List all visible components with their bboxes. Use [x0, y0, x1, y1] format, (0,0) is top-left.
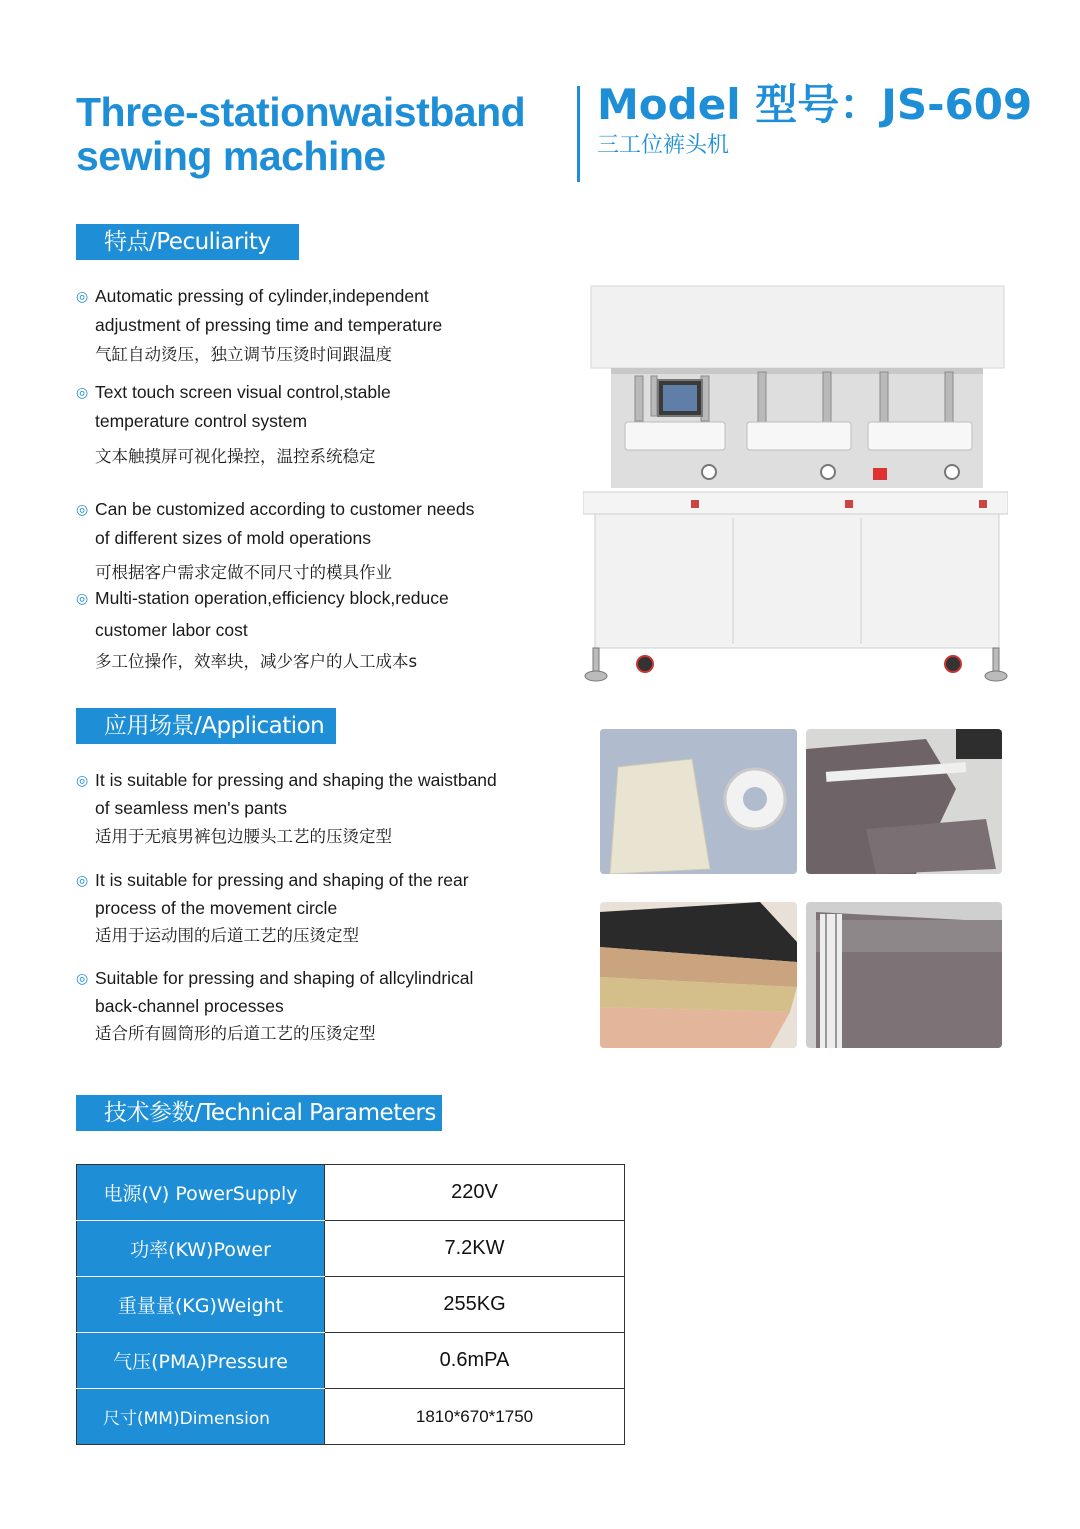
param-value: 0.6mPA: [325, 1333, 625, 1389]
peculiarity-item: [76, 495, 566, 587]
peculiarity-item-cn: 多工位操作，效率块，减少客户的人工成本s: [95, 652, 418, 671]
model-chinese-name: 三工位裤头机: [597, 133, 730, 158]
peculiarity-item-en-line2: adjustment of pressing time and temperature: [95, 315, 443, 335]
bullet-icon: ◎: [76, 384, 89, 400]
peculiarity-item: [76, 378, 566, 471]
product-title-line2: sewing machine: [76, 133, 386, 179]
application-item-cn: 适用于运动围的后道工艺的压烫定型: [95, 926, 359, 945]
model-number: Model 型号：JS-609: [597, 80, 1033, 129]
application-item-en-line2: process of the movement circle: [95, 898, 338, 918]
bullet-icon: ◎: [76, 872, 89, 888]
bullet-icon: ◎: [76, 288, 89, 304]
table-row: [77, 1221, 625, 1277]
bullet-icon: ◎: [76, 772, 89, 788]
application-item-en-line2: back-channel processes: [95, 996, 284, 1016]
technical-heading: 技术参数/Technical Parameters: [76, 1095, 442, 1131]
application-photo-fabric-samples: [600, 902, 797, 1048]
table-row: [77, 1333, 625, 1389]
application-photo-boxer-waistband: [806, 902, 1002, 1048]
peculiarity-item-en-line2: temperature control system: [95, 411, 308, 431]
application-item-cn: 适合所有圆筒形的后道工艺的压烫定型: [95, 1024, 376, 1043]
peculiarity-item-en-line2: customer labor cost: [95, 620, 248, 640]
bullet-icon: ◎: [76, 970, 89, 986]
peculiarity-item: [76, 584, 566, 676]
application-photo-seamless-pants: [600, 729, 797, 874]
table-row: [77, 1165, 625, 1221]
application-item-en-line1: It is suitable for pressing and shaping of the rear: [95, 870, 469, 890]
param-value: 1810*670*1750: [325, 1389, 625, 1445]
param-label: 功率(KW)Power: [77, 1221, 325, 1277]
param-label: 尺寸(MM)Dimension: [77, 1389, 325, 1445]
peculiarity-item-en-line1: Automatic pressing of cylinder,independent: [95, 286, 429, 306]
technical-parameters-table: [76, 1164, 625, 1445]
application-item-en-line1: Suitable for pressing and shaping of allcylindrical: [95, 968, 474, 988]
peculiarity-item-en-line1: Text touch screen visual control,stable: [95, 382, 391, 402]
peculiarity-item-en-line1: Can be customized according to customer needs: [95, 499, 475, 519]
application-photo-boxer-fabric: [806, 729, 1002, 874]
param-label: 电源(V) PowerSupply: [77, 1165, 325, 1221]
product-title: [76, 90, 576, 178]
bullet-icon: ◎: [76, 590, 89, 606]
param-value: 7.2KW: [325, 1221, 625, 1277]
application-item: [76, 964, 566, 1047]
peculiarity-heading: 特点/Peculiarity: [76, 224, 299, 260]
param-label: 重量量(KG)Weight: [77, 1277, 325, 1333]
machine-photo: [583, 284, 1008, 688]
peculiarity-item-cn: 气缸自动烫压，独立调节压烫时间跟温度: [95, 345, 392, 364]
peculiarity-item-cn: 可根据客户需求定做不同尺寸的模具作业: [95, 563, 392, 582]
param-label: 气压(PMA)Pressure: [77, 1333, 325, 1389]
peculiarity-item-cn: 文本触摸屏可视化操控，温控系统稳定: [95, 447, 376, 466]
param-value: 220V: [325, 1165, 625, 1221]
header-divider: [577, 86, 580, 182]
application-item: [76, 766, 566, 851]
application-item-cn: 适用于无痕男裤包边腰头工艺的压烫定型: [95, 827, 392, 846]
peculiarity-item-en-line1: Multi-station operation,efficiency block,reduce: [95, 588, 449, 608]
param-value: 255KG: [325, 1277, 625, 1333]
peculiarity-item: [76, 282, 566, 369]
peculiarity-item-en-line2: of different sizes of mold operations: [95, 528, 371, 548]
table-row: [77, 1389, 625, 1445]
table-row: [77, 1277, 625, 1333]
product-title-line1: Three-stationwaistband: [76, 89, 526, 135]
application-item-en-line2: of seamless men's pants: [95, 798, 288, 818]
application-item: [76, 866, 566, 949]
application-item-en-line1: It is suitable for pressing and shaping the waistband: [95, 770, 497, 790]
application-heading: 应用场景/Application: [76, 708, 336, 744]
bullet-icon: ◎: [76, 501, 89, 517]
